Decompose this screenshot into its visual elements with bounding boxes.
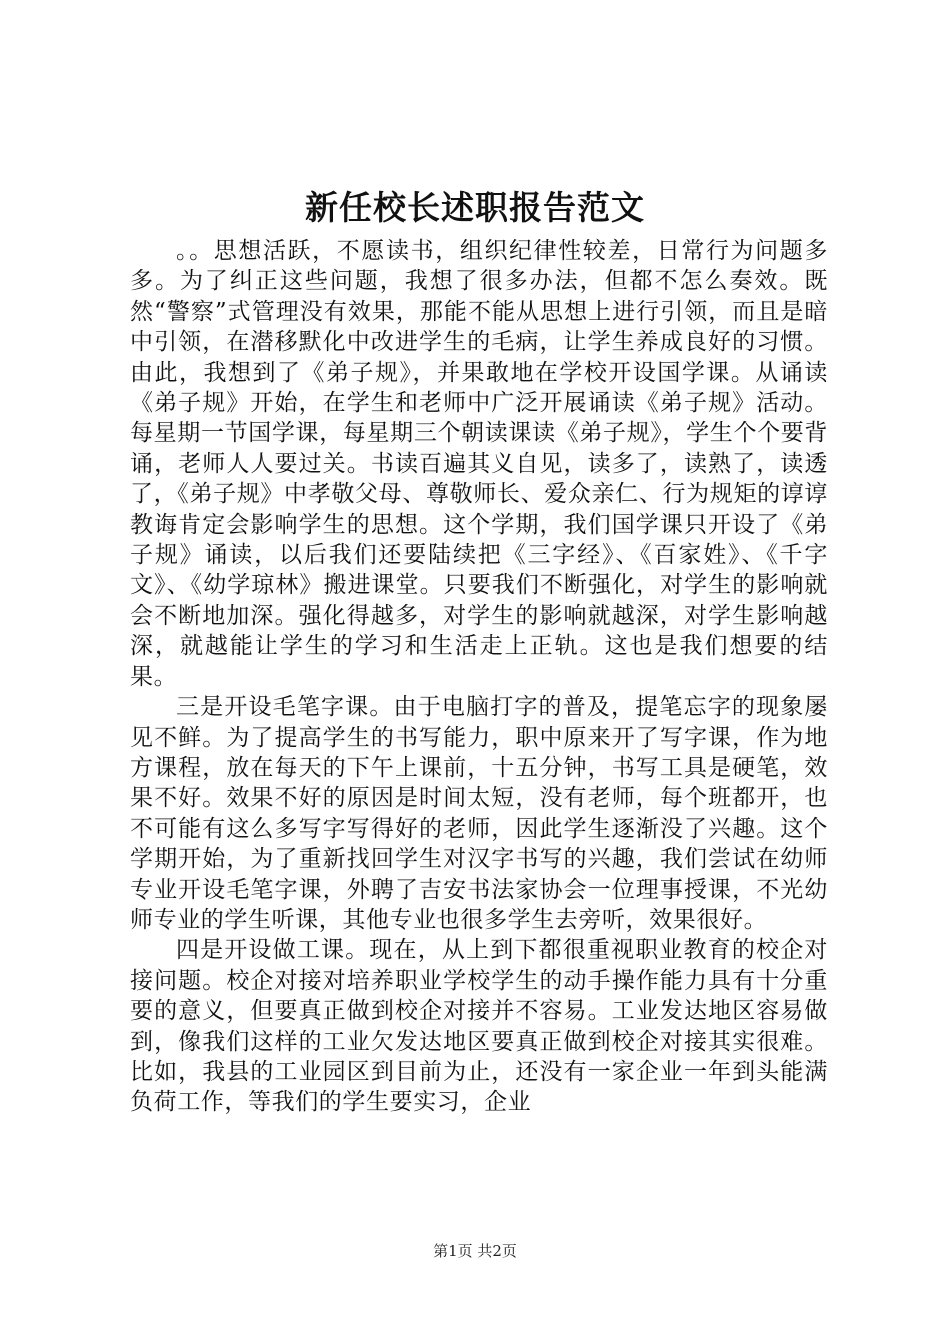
body-paragraph-3: 四是开设做工课。现在，从上到下都很重视职业教育的校企对接问题。校企对接对培养职业学校学生的动手操作能力具有十分重要的意义，但要真正做到校企对接并不容易。工业发达地区容易做到，像我们这样的工业欠发达地区要真正做到校企对接其实很难。比如，我县的工业园区到目前为止，还没有一家企业一年到头能满负荷工作，等我们的学生要实习，企业 bbox=[130, 937, 828, 1116]
document-body bbox=[130, 236, 828, 1118]
body-paragraph-2: 三是开设毛笔字课。由于电脑打字的普及，提笔忘字的现象屡见不鲜。为了提高学生的书写能力，职中原来开了写字课，作为地方课程，放在每天的下午上课前，十五分钟，书写工具是硬笔，效果不好。效果不好的原因是时间太短，没有老师，每个班都开，也不可能有这么多写字写得好的老师，因此学生逐渐没了兴趣。这个学期开始，为了重新找回学生对汉字书写的兴趣，我们尝试在幼师专业开设毛笔字课，外聘了吉安书法家协会一位理事授课，不光幼师专业的学生听课，其他专业也很多学生去旁听，效果很好。 bbox=[130, 694, 828, 933]
document-title: 新任校长述职报告范文 bbox=[305, 188, 645, 227]
body-paragraph-1: 。。思想活跃，不愿读书，组织纪律性较差，日常行为问题多多。为了纠正这些问题，我想了很多办法，但都不怎么奏效。既然“警察”式管理没有效果，那能不能从思想上进行引领，而且是暗中引领，在潜移默化中改进学生的毛病，让学生养成良好的习惯。由此，我想到了《弟子规》，并果敢地在学校开设国学课。从诵读《弟子规》开始，在学生和老师中广泛开展诵读《弟子规》活动。每星期一节国学课，每星期三个朝读课读《弟子规》，学生个个要背诵，老师人人要过关。书读百遍其义自见，读多了，读熟了，读透了，《弟子规》中孝敬父母、尊敬师长、爱众亲仁、行为规矩的谆谆教诲肯定会影响学生的思想。这个学期，我们国学课只开设了《弟子规》诵读，以后我们还要陆续把《三字经》、《百家姓》、《千字文》、《幼学琼林》搬进课堂。只要我们不断强化，对学生的影响就会不断地加深。强化得越多，对学生的影响就越深，对学生影响越深，就越能让学生的学习和生活走上正轨。这也是我们想要的结果。 bbox=[130, 238, 828, 690]
page-number-footer: 第1页 共2页 bbox=[433, 1242, 517, 1260]
